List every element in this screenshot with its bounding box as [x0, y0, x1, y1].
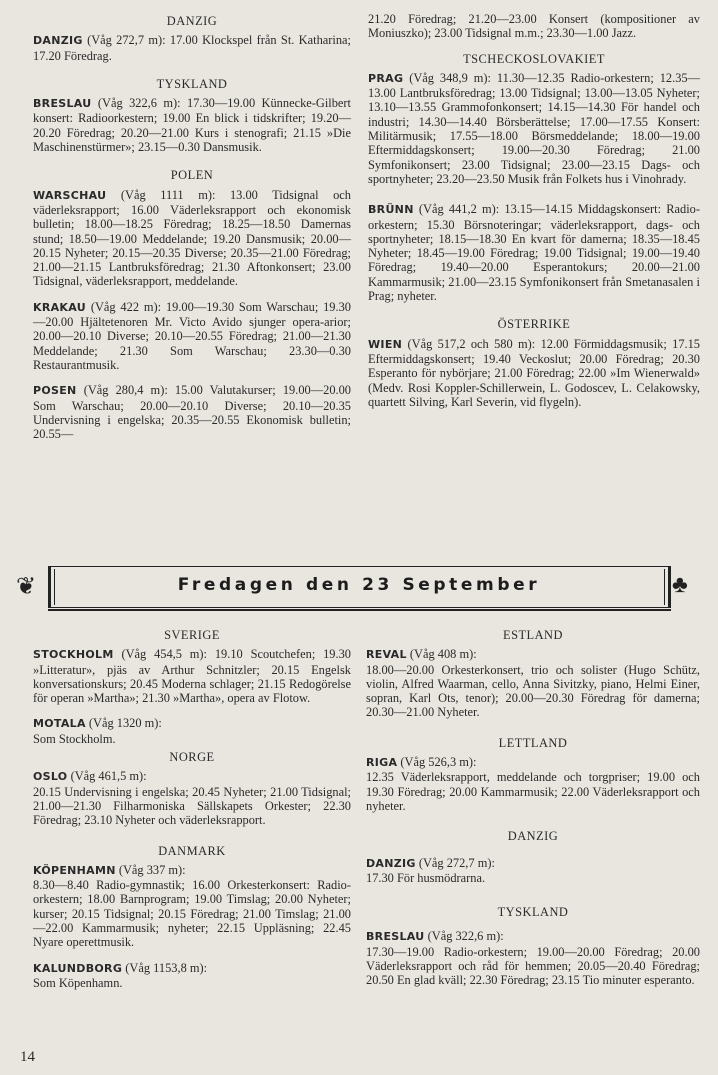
country-heading-danzig: DANZIG — [166, 14, 218, 28]
country-heading-osterrike: ÖSTERRIKE — [497, 317, 571, 332]
program-text: 17.30 För husmödrarna. — [366, 870, 486, 885]
country-heading-tjeckoslovakiet: TSCHECKOSLOVAKIET — [463, 51, 605, 66]
fleuron-left-icon: ❦ — [16, 574, 37, 600]
wavelength: (Våg 461,5 m): — [70, 769, 147, 784]
station-danzig — [33, 33, 351, 63]
country-heading-tyskland: TYSKLAND — [497, 905, 569, 920]
wavelength: (Våg 322,6 m): — [97, 96, 181, 111]
wavelength: (Våg 526,3 m): — [400, 755, 477, 770]
program-text: Som Köpenhamn. — [33, 975, 123, 990]
station-wien — [368, 337, 700, 409]
country-heading-estland: ESTLAND — [503, 628, 563, 642]
country-heading-tyskland: TYSKLAND — [156, 76, 228, 91]
station-kalundborg — [33, 961, 351, 991]
top-left-column — [33, 12, 351, 452]
wavelength: (Våg 280,4 m): — [83, 383, 168, 398]
station-name: KALUNDBORG — [33, 961, 123, 975]
station-name: OSLO — [33, 770, 68, 784]
country-heading-lettland: LETTLAND — [498, 735, 568, 750]
top-right-column — [368, 12, 700, 420]
program-text: 8.30—8.40 Radio-gymnastik; 16.00 Orkesterkonsert: Radio-orkestern; 18.00 Barnprogram; 19.00 Timslag; 20.00 Nyheter; kurser; 20.15 Tidsignal; 20.15 Föredrag; 21.00 Timslag; 21.00—22.00 Kammarmusik; nyheter; 22.15 Uppläsning; 22.45 Nyare operettmusik. — [33, 878, 351, 950]
station-oslo — [33, 769, 351, 827]
station-kopenhamn — [33, 863, 351, 950]
program-text: 19.00—19.30 Som Warschau; 19.30—20.00 Hjältetenoren Mr. Victo Avido sjunger opera-arior; 20.00—20.10 Diverse; 20.10—20.55 Föredrag; 21.00—21.30 Meddelande; 21.30 Som Warschau; 23.30—0.30 Restaurantmusik. — [33, 299, 351, 372]
station-brunn — [368, 202, 700, 303]
station-stockholm — [33, 647, 351, 705]
country-heading-danmark: DANMARK — [158, 843, 226, 858]
wavelength: (Våg 348,9 m): — [409, 70, 491, 85]
country-heading-sverige: SVERIGE — [164, 628, 220, 642]
station-name: DANZIG — [366, 856, 416, 870]
station-riga — [366, 755, 700, 813]
station-name: WARSCHAU — [33, 188, 107, 202]
station-name: WIEN — [368, 337, 403, 351]
bottom-right-column — [366, 626, 700, 999]
wavelength: (Våg 441,2 m): — [418, 202, 500, 217]
station-reval — [366, 647, 700, 719]
program-text: 20.15 Undervisning i engelska; 20.45 Nyheter; 21.00 Tidsignal; 21.00—21.30 Filharmoniska Sällskapets Orkester; 22.30 Föredrag; 23.10 Nyheter och väderleksrapport. — [33, 784, 351, 828]
wavelength: (Våg 1153,8 m): — [125, 960, 208, 975]
wavelength: (Våg 272,7 m): — [418, 855, 495, 870]
station-name: PRAG — [368, 71, 404, 85]
station-name: REVAL — [366, 648, 407, 662]
country-heading-danzig: DANZIG — [507, 829, 559, 844]
wavelength: (Våg 1111 m): — [120, 187, 216, 202]
program-text: 17.30—19.00 Künnecke-Gilbert konsert: Radioorkestern; 19.00 En blick i tidskrifter; 19.20—20.20 Föredrag; 20.20—21.00 Kurs i stenografi; 21.15 »Die Maschinenstürmer»; 23.15—0.30 Dansmusik. — [33, 96, 351, 155]
program-text: Som Stockholm. — [33, 731, 116, 746]
wavelength: (Våg 517,2 och 580 m): — [407, 336, 536, 351]
country-heading-norge: NORGE — [169, 750, 215, 765]
program-text: 17.00 Klockspel från St. Katharina; 17.20 Föredrag. — [33, 33, 351, 63]
program-text: 13.00 Tidsignal och väderleksrapport; 16.00 Väderleksrapport och ekonomisk bulletin; 18.00—18.25 Föredrag; 18.25—18.50 Damernas stund; 18.50—19.00 Meddelande; 19.20 Dansmusik; 20.00—20.15 Nyheter; 20.15—20.35 Diverse; 20.35—21.00 Föredrag; 21.00—21.15 Lantbruksföredrag; 21.30 Aftonkonsert; 23.00 Tidsignal, väderleksrapport, meddelande. — [33, 187, 351, 289]
wavelength: (Våg 454,5 m): — [121, 647, 207, 662]
station-name: KRAKAU — [33, 300, 86, 314]
station-name: BRÜNN — [368, 203, 414, 217]
wavelength: (Våg 272,7 m): — [87, 33, 166, 48]
wavelength: (Våg 422 m): — [90, 299, 162, 314]
program-text: 19.10 Scoutchefen; 19.30 »Litteratur», pjäs av Arthur Schnitzler; 20.15 Engelsk konversationskurs; 20.45 Moderna schlager; 21.15 Redogörelse för operan »Martha»; 21.30 »Martha», opera av Flotow. — [33, 647, 351, 706]
continued-program: 21.20 Föredrag; 21.20—23.00 Konsert (kompositioner av Moniuszko); 23.00 Tidsignal m.m.; 23.30—1.00 Jazz. — [368, 12, 700, 41]
station-danzig — [366, 856, 700, 886]
country-heading-polen: POLEN — [170, 168, 214, 183]
station-warschau — [33, 188, 351, 289]
station-name: BRESLAU — [33, 97, 92, 111]
program-text: 13.15—14.15 Middagskonsert: Radio-orkestern; 15.30 Börsnoteringar; väderleksrapport, dags- och sportnyheter; 18.15—18.30 En kvart för damerna; 18.35—18.45 Nyheter; 18.45—19.00 Föredrag; 19.00 Tidsignal; 19.00—19.40 Föredrag; 19.40—20.00 Esperantokurs; 20.00—21.00 Kammarmusik; 21.00—23.15 Symfonikonsert från Smetanasalen i Prag; nyheter. — [368, 202, 700, 304]
station-name: STOCKHOLM — [33, 648, 114, 662]
station-breslau — [33, 96, 351, 154]
station-breslau — [366, 929, 700, 987]
program-text: 11.30—12.35 Radio-orkestern; 12.35—13.00 Lantbruksföredrag; 13.00 Tidsignal; 13.00—13.05 Nyheter; 13.10—13.55 Grammofonkonsert; 14.15—14.30 För handel och industri; 14.30—14.40 Börsberättelse; 17.00—17.55 Konsert: Militärmusik; 17.55—18.00 Börsmeddelande; 18.00—19.00 Eftermiddagskonsert; 19.00—20.30 Föredrag; 21.00 Symfonikonsert; 23.00 Tidsignal; 23.00—23.15 Dags- och sportnyheter; 23.20—23.50 Musik från Folkets hus i Vinohrady. — [368, 70, 700, 186]
station-name: KÖPENHAMN — [33, 863, 116, 877]
station-name: BRESLAU — [366, 930, 425, 944]
program-text: 18.00—20.00 Orkesterkonsert, trio och solister (Hugo Schütz, violin, Alfred Waarman, cello, Anna Sivitzky, piano, Helmi Einer, sopran, Karl Ots, tenor); 20.00—20.30 Föredrag för damerna; 20.30—21.00 Nyheter. — [366, 662, 700, 720]
program-text: 12.35 Väderleksrapport, meddelande och torgpriser; 19.00 och 19.30 Föredrag; 20.00 Kammarmusik; 22.00 Väderleksrapport och nyheter. — [366, 770, 700, 813]
program-text: 12.00 Förmiddagsmusik; 17.15 Eftermiddagskonsert; 19.40 Veckoslut; 20.00 Föredrag; 20.30 Esperanto för nybörjare; 21.00 Föredrag; 22.00 »Im Wienerwald» (Medv. Rosi Koppler-Schillerwein, L. Godoscev, L. Celakowsky, quartett Silving, Karl Severin, vid flygeln). — [368, 336, 700, 409]
station-name: DANZIG — [33, 34, 83, 48]
program-text: 17.30—19.00 Radio-orkestern; 19.00—20.00 Föredrag; 20.00 Väderleksrapport och råd för hemmen; 20.05—20.40 Föredrag; 20.50 En glad kväll; 22.30 Föredrag; 23.15 Tio minuter esperanto. — [366, 944, 700, 988]
station-name: POSEN — [33, 384, 77, 398]
program-text: 15.00 Valutakurser; 19.00—20.00 Som Warschau; 20.00—20.10 Diverse; 20.10—20.35 Undervisning i engelska; 20.35—20.55 Ekonomisk bulletin; 20.55— — [33, 383, 351, 442]
station-krakau — [33, 300, 351, 372]
date-banner — [14, 566, 704, 610]
wavelength: (Våg 337 m): — [118, 862, 186, 877]
station-name: RIGA — [366, 756, 398, 770]
station-name: MOTALA — [33, 717, 86, 731]
station-prag — [368, 71, 700, 186]
banner-title: Fredagen den 23 September — [177, 575, 541, 595]
station-motala — [33, 716, 351, 746]
fleuron-right-icon: ♣ — [672, 572, 688, 598]
wavelength: (Våg 1320 m): — [88, 716, 162, 731]
wavelength: (Våg 408 m): — [409, 647, 477, 662]
page-number: 14 — [20, 1049, 35, 1065]
wavelength: (Våg 322,6 m): — [427, 929, 504, 944]
station-posen — [33, 383, 351, 441]
bottom-left-column — [33, 626, 351, 1001]
